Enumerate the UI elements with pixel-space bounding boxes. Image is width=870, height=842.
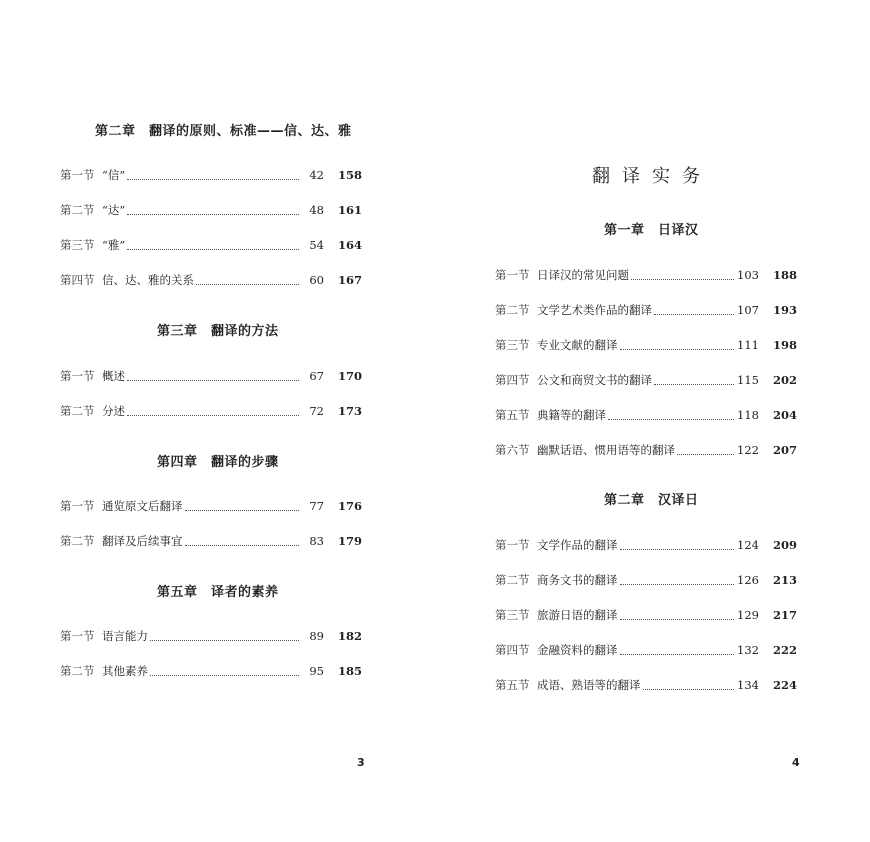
chapter-heading: 第五章 译者的素养 <box>157 585 279 600</box>
entry-page: 67 <box>309 369 324 383</box>
entry-section: 第三节 <box>60 238 95 252</box>
toc-entry[interactable] <box>60 628 362 644</box>
entry-title: 金融资料的翻译 <box>537 643 618 657</box>
entry-section: 第二节 <box>60 404 95 418</box>
entry-section: 第四节 <box>495 643 530 657</box>
toc-entry[interactable] <box>495 642 797 658</box>
toc-entry[interactable] <box>495 537 797 553</box>
dot-leader <box>643 689 735 690</box>
entry-page-secondary: 173 <box>337 404 362 418</box>
entry-page: 77 <box>309 499 324 513</box>
entry-page: 42 <box>309 168 324 182</box>
entry-page-secondary: 188 <box>772 268 797 282</box>
entry-section: 第一节 <box>60 369 95 383</box>
dot-leader <box>620 584 735 585</box>
entry-page: 134 <box>737 678 759 692</box>
entry-section: 第四节 <box>495 373 530 387</box>
entry-page-secondary: 167 <box>337 273 362 287</box>
toc-entry[interactable] <box>495 337 797 353</box>
entry-page: 126 <box>737 573 759 587</box>
toc-entry[interactable] <box>495 677 797 693</box>
entry-section: 第二节 <box>60 534 95 548</box>
entry-page: 83 <box>309 534 324 548</box>
chapter-heading: 第一章 日译汉 <box>604 223 699 238</box>
toc-entry[interactable] <box>495 572 797 588</box>
entry-page-secondary: 217 <box>772 608 797 622</box>
chapter-heading: 第二章 翻译的原则、标准——信、达、雅 <box>95 124 352 139</box>
entry-title: 公文和商贸文书的翻译 <box>537 373 652 387</box>
entry-section: 第二节 <box>495 573 530 587</box>
entry-page-secondary: 204 <box>772 408 797 422</box>
toc-entry[interactable] <box>495 407 797 423</box>
entry-section: 第一节 <box>495 268 530 282</box>
toc-entry[interactable] <box>60 663 362 679</box>
entry-title: 商务文书的翻译 <box>537 573 618 587</box>
dot-leader <box>631 279 734 280</box>
page-number: 3 <box>357 756 365 769</box>
entry-page-secondary: 176 <box>337 499 362 513</box>
entry-page: 111 <box>737 338 759 352</box>
entry-page: 89 <box>309 629 324 643</box>
entry-page-secondary: 207 <box>772 443 797 457</box>
dot-leader <box>127 179 299 180</box>
dot-leader <box>185 510 300 511</box>
entry-section: 第三节 <box>495 608 530 622</box>
page-number: 4 <box>792 756 800 769</box>
entry-page-secondary: 193 <box>772 303 797 317</box>
dot-leader <box>654 384 734 385</box>
entry-page-secondary: 164 <box>337 238 362 252</box>
entry-page: 132 <box>737 643 759 657</box>
entry-section: 第一节 <box>60 168 95 182</box>
part-title: 翻译实务 <box>592 166 712 187</box>
dot-leader <box>620 549 735 550</box>
toc-entry[interactable] <box>495 302 797 318</box>
toc-entry[interactable] <box>60 403 362 419</box>
entry-title: 成语、熟语等的翻译 <box>537 678 641 692</box>
entry-page-secondary: 202 <box>772 373 797 387</box>
toc-right-page <box>435 0 870 842</box>
entry-title: 信、达、雅的关系 <box>102 273 194 287</box>
entry-section: 第二节 <box>495 303 530 317</box>
dot-leader <box>677 454 734 455</box>
dot-leader <box>620 349 735 350</box>
entry-page: 115 <box>737 373 759 387</box>
dot-leader <box>185 545 300 546</box>
toc-entry[interactable] <box>60 533 362 549</box>
entry-section: 第五节 <box>495 408 530 422</box>
toc-entry[interactable] <box>495 267 797 283</box>
dot-leader <box>150 675 299 676</box>
toc-entry[interactable] <box>495 442 797 458</box>
entry-title: 幽默话语、惯用语等的翻译 <box>537 443 675 457</box>
chapter-heading: 第四章 翻译的步骤 <box>157 455 279 470</box>
entry-title: 分述 <box>102 404 125 418</box>
toc-entry[interactable] <box>60 498 362 514</box>
entry-page: 129 <box>737 608 759 622</box>
dot-leader <box>127 214 299 215</box>
entry-section: 第六节 <box>495 443 530 457</box>
dot-leader <box>654 314 734 315</box>
toc-entry[interactable] <box>60 202 362 218</box>
entry-title: 旅游日语的翻译 <box>537 608 618 622</box>
entry-title: 翻译及后续事宜 <box>102 534 183 548</box>
entry-page: 54 <box>309 238 324 252</box>
entry-section: 第一节 <box>495 538 530 552</box>
entry-section: 第三节 <box>495 338 530 352</box>
entry-page: 95 <box>309 664 324 678</box>
chapter-heading: 第三章 翻译的方法 <box>157 324 279 339</box>
dot-leader <box>608 419 734 420</box>
entry-title: 日译汉的常见问题 <box>537 268 629 282</box>
entry-page-secondary: 179 <box>337 534 362 548</box>
dot-leader <box>620 654 735 655</box>
entry-page-secondary: 185 <box>337 664 362 678</box>
dot-leader <box>196 284 299 285</box>
entry-title: “达” <box>102 203 126 217</box>
entry-page-secondary: 198 <box>772 338 797 352</box>
entry-section: 第一节 <box>60 499 95 513</box>
entry-title: “信” <box>102 168 126 182</box>
toc-entry[interactable] <box>60 368 362 384</box>
toc-entry[interactable] <box>495 372 797 388</box>
toc-entry[interactable] <box>60 237 362 253</box>
entry-page: 122 <box>737 443 759 457</box>
entry-page-secondary: 213 <box>772 573 797 587</box>
entry-section: 第二节 <box>60 664 95 678</box>
entry-page-secondary: 224 <box>772 678 797 692</box>
entry-page-secondary: 222 <box>772 643 797 657</box>
entry-section: 第五节 <box>495 678 530 692</box>
entry-page: 60 <box>309 273 324 287</box>
entry-page: 124 <box>737 538 759 552</box>
entry-page: 118 <box>737 408 759 422</box>
dot-leader <box>127 415 299 416</box>
entry-page-secondary: 182 <box>337 629 362 643</box>
dot-leader <box>127 380 299 381</box>
toc-entry[interactable] <box>60 167 362 183</box>
toc-entry[interactable] <box>495 607 797 623</box>
entry-page-secondary: 209 <box>772 538 797 552</box>
entry-page: 107 <box>737 303 759 317</box>
chapter-heading: 第二章 汉译日 <box>604 493 699 508</box>
entry-page: 48 <box>309 203 324 217</box>
entry-page: 103 <box>737 268 759 282</box>
entry-page: 72 <box>309 404 324 418</box>
entry-section: 第四节 <box>60 273 95 287</box>
entry-title: 文学艺术类作品的翻译 <box>537 303 652 317</box>
entry-title: 典籍等的翻译 <box>537 408 606 422</box>
entry-title: 概述 <box>102 369 125 383</box>
entry-page-secondary: 170 <box>337 369 362 383</box>
entry-section: 第一节 <box>60 629 95 643</box>
entry-title: “雅” <box>102 238 126 252</box>
dot-leader <box>127 249 299 250</box>
dot-leader <box>150 640 299 641</box>
entry-title: 语言能力 <box>102 629 148 643</box>
entry-page-secondary: 158 <box>337 168 362 182</box>
entry-title: 文学作品的翻译 <box>537 538 618 552</box>
entry-title: 其他素养 <box>102 664 148 678</box>
entry-section: 第二节 <box>60 203 95 217</box>
entry-page-secondary: 161 <box>337 203 362 217</box>
entry-title: 通览原文后翻译 <box>102 499 183 513</box>
dot-leader <box>620 619 735 620</box>
toc-entry[interactable] <box>60 272 362 288</box>
entry-title: 专业文献的翻译 <box>537 338 618 352</box>
